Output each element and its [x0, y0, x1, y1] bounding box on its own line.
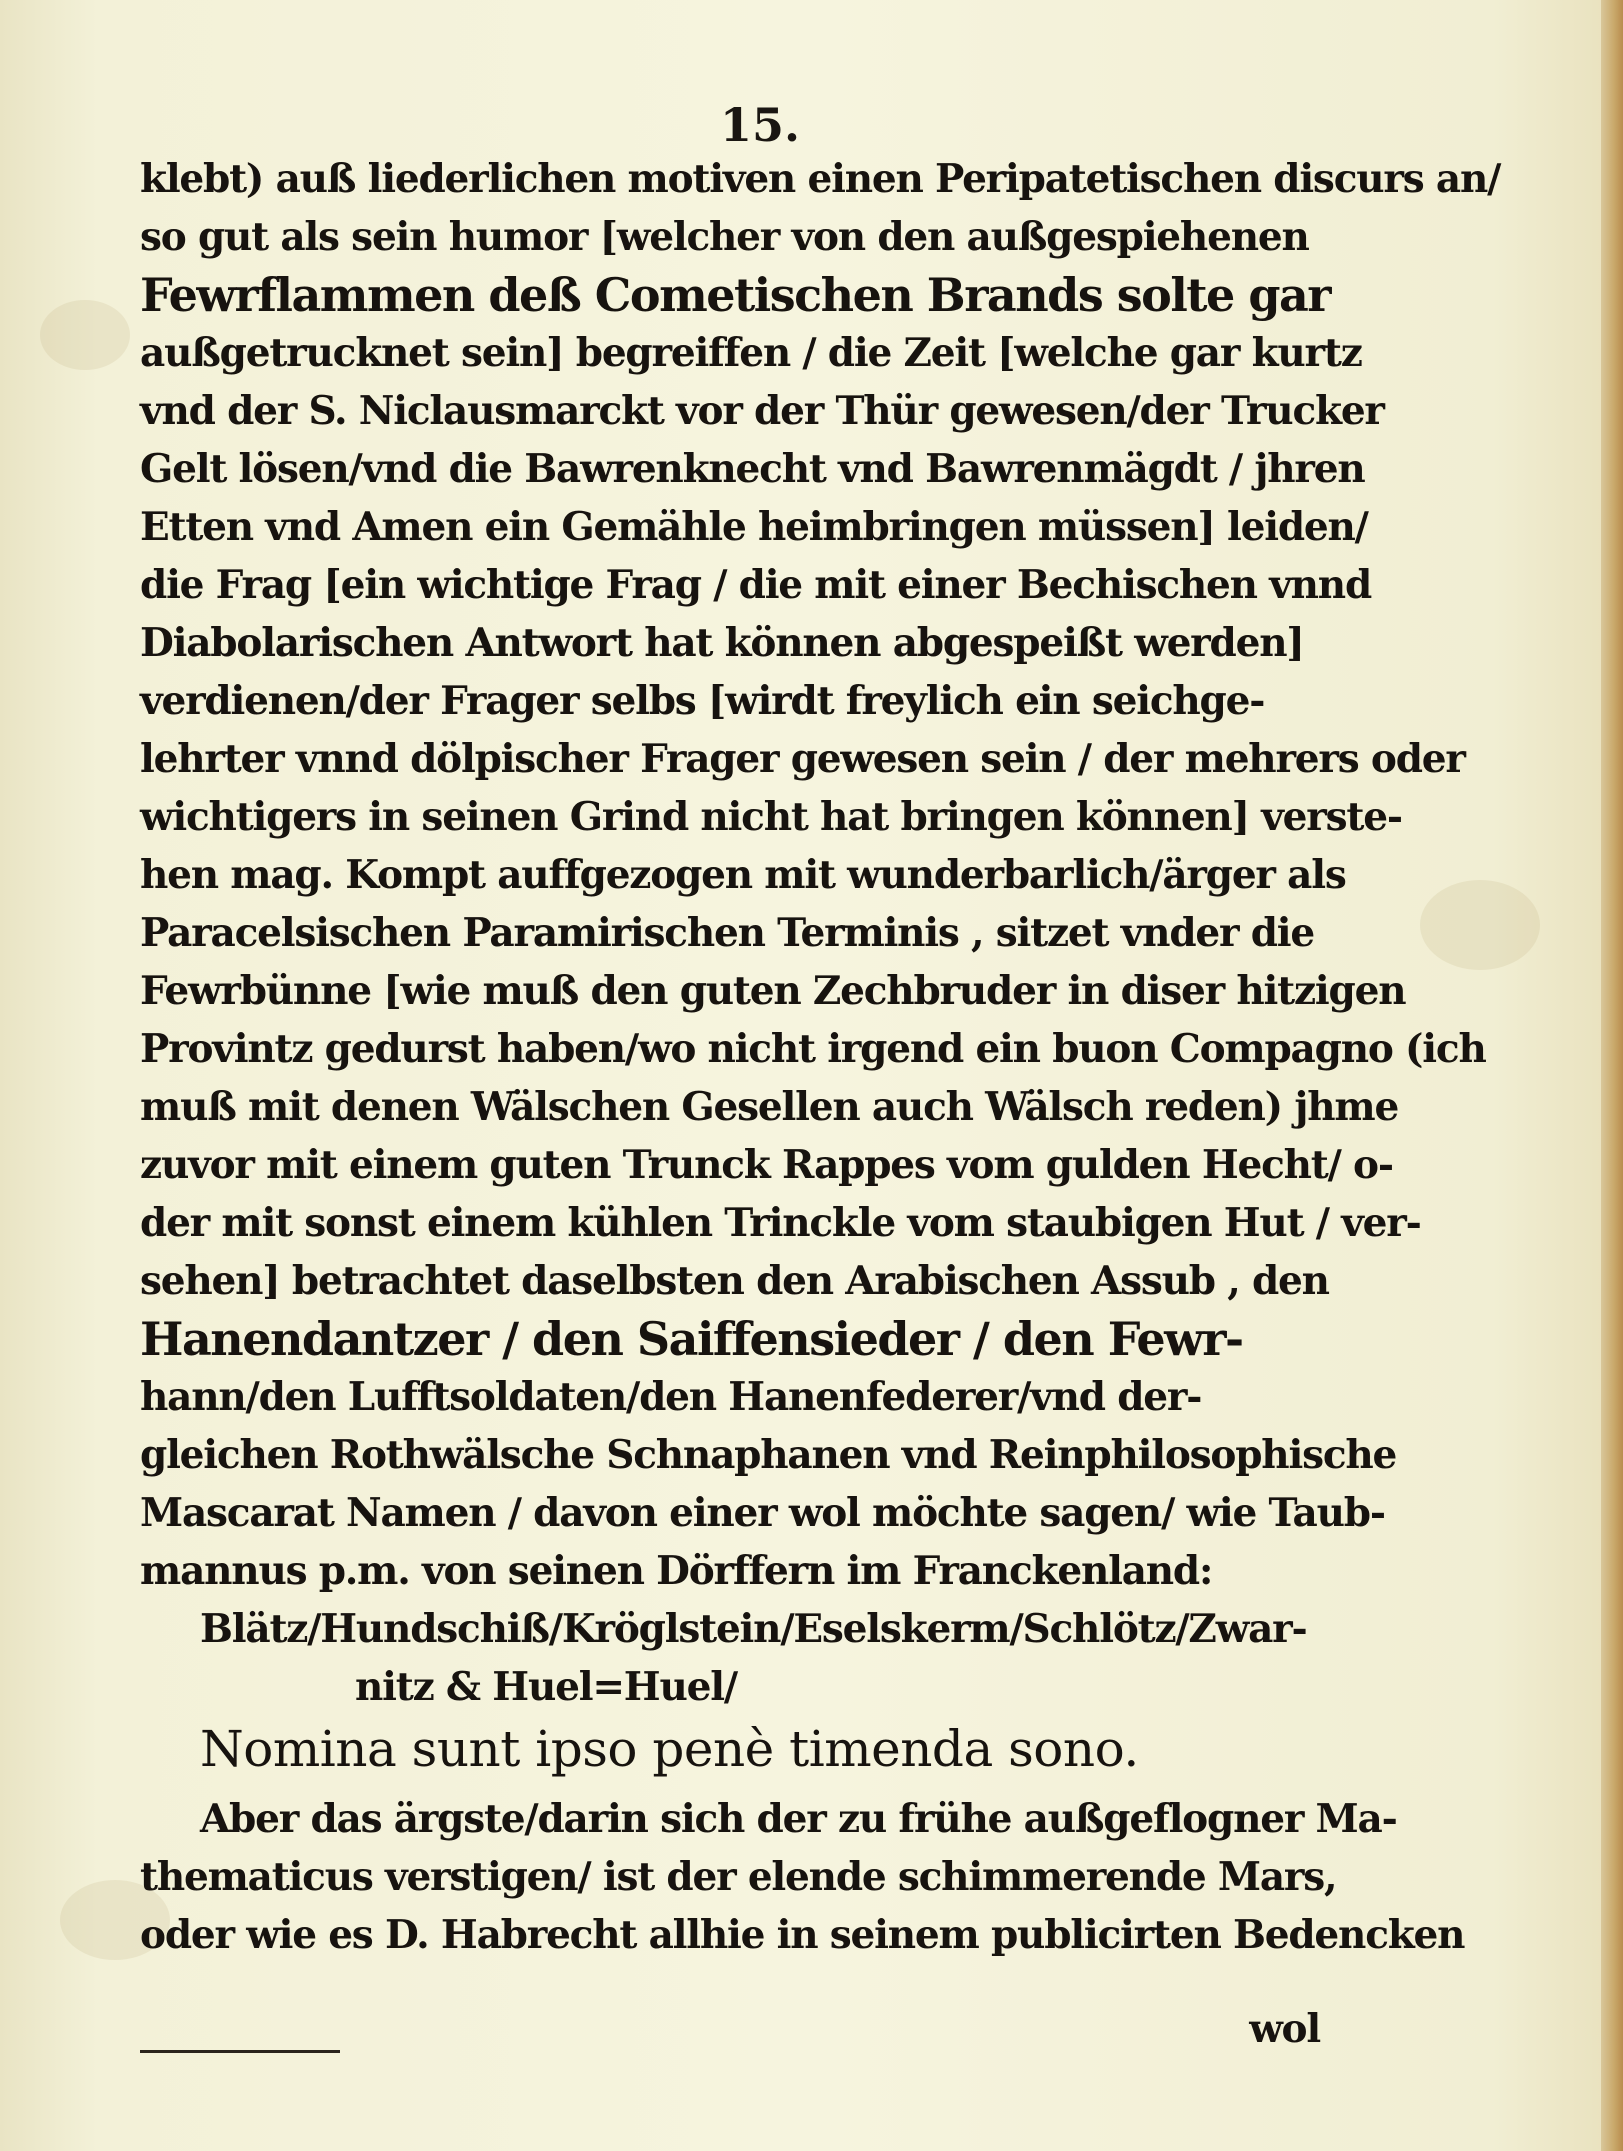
latin-verse: Nomina sunt ipso penè timenda sono. — [200, 1720, 1139, 1778]
text-line: Gelt lösen/vnd die Bawrenknecht vnd Bawrenmägdt / jhren — [140, 446, 1365, 492]
text-line: hen mag. Kompt auffgezogen mit wunderbarlich/ärger als — [140, 852, 1346, 898]
page-edge — [1601, 0, 1623, 2151]
catchword: wol — [1249, 2006, 1320, 2052]
text-line: die Frag [ein wichtige Frag / die mit einer Bechischen vnnd — [140, 562, 1372, 608]
text-line: der mit sonst einem kühlen Trinckle vom staubigen Hut / ver- — [140, 1200, 1421, 1246]
underline-mark — [140, 2050, 340, 2053]
text-line: Fewrflammen deß Cometischen Brands solte gar — [140, 268, 1331, 322]
text-line: gleichen Rothwälsche Schnaphanen vnd Reinphilosophische — [140, 1432, 1397, 1478]
verse-line: Blätz/Hundschiß/Kröglstein/Eselskerm/Schlötz/Zwar- — [200, 1606, 1307, 1652]
page-number: 15. — [720, 98, 801, 152]
text-line: hann/den Lufftsoldaten/den Hanenfederer/vnd der- — [140, 1374, 1202, 1420]
verse-line: nitz & Huel=Huel/ — [355, 1664, 737, 1710]
text-line: Mascarat Namen / davon einer wol möchte sagen/ wie Taub- — [140, 1490, 1385, 1536]
text-line: wichtigers in seinen Grind nicht hat bringen können] verste- — [140, 794, 1402, 840]
paper-stain — [1420, 880, 1540, 970]
text-line: Provintz gedurst haben/wo nicht irgend ein buon Compagno (ich — [140, 1026, 1486, 1072]
text-line: Paracelsischen Paramirischen Terminis , sitzet vnder die — [140, 910, 1315, 956]
text-line: oder wie es D. Habrecht allhie in seinem publicirten Bedencken — [140, 1912, 1465, 1958]
text-line: verdienen/der Frager selbs [wirdt freylich ein seichge- — [140, 678, 1265, 724]
text-line: Etten vnd Amen ein Gemähle heimbringen müssen] leiden/ — [140, 504, 1368, 550]
text-line: lehrter vnnd dölpischer Frager gewesen sein / der mehrers oder — [140, 736, 1465, 782]
text-line: außgetrucknet sein] begreiffen / die Zeit [welche gar kurtz — [140, 330, 1362, 376]
text-line: sehen] betrachtet daselbsten den Arabischen Assub , den — [140, 1258, 1329, 1304]
text-line: vnd der S. Niclausmarckt vor der Thür gewesen/der Trucker — [140, 388, 1384, 434]
text-line: thematicus verstigen/ ist der elende schimmerende Mars, — [140, 1854, 1337, 1900]
text-line: klebt) auß liederlichen motiven einen Peripatetischen discurs an/ — [140, 156, 1501, 202]
text-line: Aber das ärgste/darin sich der zu frühe außgeflogner Ma- — [200, 1796, 1397, 1842]
text-line: zuvor mit einem guten Trunck Rappes vom gulden Hecht/ o- — [140, 1142, 1393, 1188]
text-line: muß mit denen Wälschen Gesellen auch Wälsch reden) jhme — [140, 1084, 1399, 1130]
paper-stain — [40, 300, 130, 370]
text-line: so gut als sein humor [welcher von den außgespiehenen — [140, 214, 1309, 260]
text-line: Hanendantzer / den Saiffensieder / den Fewr- — [140, 1312, 1243, 1366]
text-line: Fewrbünne [wie muß den guten Zechbruder in diser hitzigen — [140, 968, 1406, 1014]
text-line: mannus p.m. von seinen Dörffern im Franckenland: — [140, 1548, 1213, 1594]
text-line: Diabolarischen Antwort hat können abgespeißt werden] — [140, 620, 1304, 666]
